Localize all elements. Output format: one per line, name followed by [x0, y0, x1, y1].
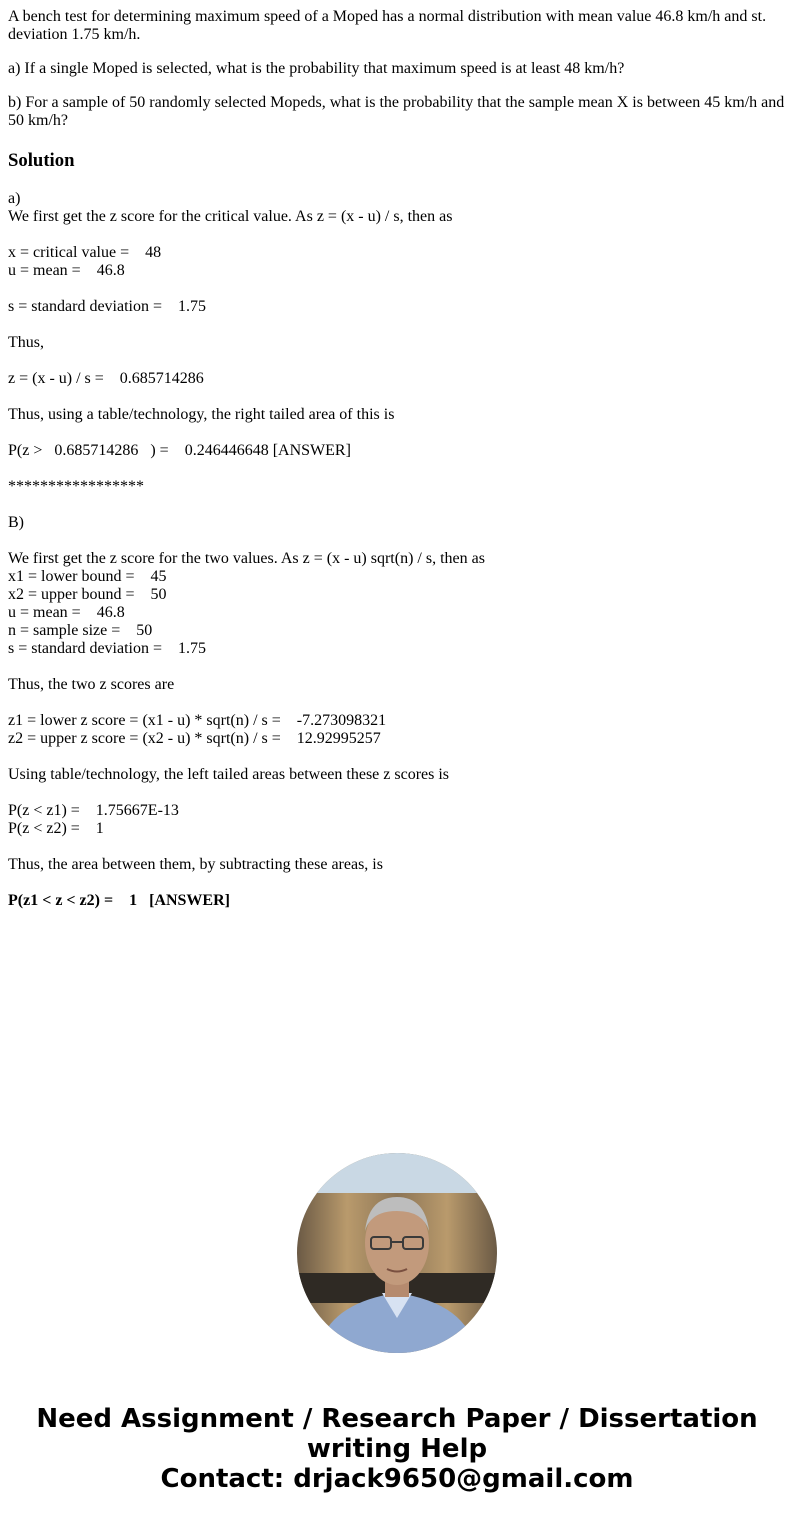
question-part-b: b) For a sample of 50 randomly selected Mopeds, what is the probability that the sample mean X is between 45 km/h and 50 km/h? [8, 94, 789, 129]
footer-contact-line: Contact: drjack9650@gmail.com [160, 1464, 634, 1494]
part-a-z-line: z = (x - u) / s = 0.685714286 [8, 370, 204, 387]
footer-contact [0, 1404, 794, 1494]
solution-heading: Solution [8, 150, 75, 171]
part-b-u-line: u = mean = 46.8 [8, 604, 125, 621]
part-b-left-tail-text: Using table/technology, the left tailed areas between these z scores is [8, 766, 450, 783]
part-b-p1-line: P(z < z1) = 1.75667E-13 [8, 802, 179, 819]
solution-part-a [8, 190, 786, 514]
part-b-intro: We first get the z score for the two values. As z = (x - u) sqrt(n) / s, then as [8, 550, 485, 567]
part-a-u-line: u = mean = 46.8 [8, 262, 125, 279]
author-portrait-image [297, 1153, 497, 1353]
part-b-s-line: s = standard deviation = 1.75 [8, 640, 207, 657]
part-b-n-line: n = sample size = 50 [8, 622, 153, 639]
part-b-x2-line: x2 = upper bound = 50 [8, 586, 167, 603]
part-a-answer: P(z > 0.685714286 ) = 0.246446648 [ANSWER] [8, 442, 351, 459]
part-a-table-text: Thus, using a table/technology, the right tailed area of this is [8, 406, 395, 423]
document-body [8, 8, 789, 910]
part-a-x-line: x = critical value = 48 [8, 244, 162, 261]
part-b-z2-line: z2 = upper z score = (x2 - u) * sqrt(n) / s = 12.92995257 [8, 730, 381, 747]
solution-part-b [8, 514, 786, 910]
part-b-label: B) [8, 514, 24, 531]
part-a-thus: Thus, [8, 334, 44, 351]
part-b-answer: P(z1 < z < z2) = 1 [ANSWER] [8, 892, 230, 909]
question-intro: A bench test for determining maximum speed of a Moped has a normal distribution with mean value 46.8 km/h and st. deviation 1.75 km/h. [8, 8, 771, 43]
separator: ***************** [8, 478, 144, 495]
part-b-area-text: Thus, the area between them, by subtracting these areas, is [8, 856, 383, 873]
part-b-z1-line: z1 = lower z score = (x1 - u) * sqrt(n) / s = -7.273098321 [8, 712, 387, 729]
part-a-s-line: s = standard deviation = 1.75 [8, 298, 207, 315]
part-a-label: a) [8, 190, 21, 207]
footer-line-1: Need Assignment / Research Paper / Dissertation [36, 1404, 758, 1434]
part-b-x1-line: x1 = lower bound = 45 [8, 568, 167, 585]
part-a-intro: We first get the z score for the critical value. As z = (x - u) / s, then as [8, 208, 453, 225]
question-part-a: a) If a single Moped is selected, what is the probability that maximum speed is at least 48 km/h? [8, 60, 625, 77]
author-avatar [297, 1153, 497, 1353]
footer-line-2: writing Help [306, 1434, 488, 1464]
part-b-two-z: Thus, the two z scores are [8, 676, 175, 693]
part-b-p2-line: P(z < z2) = 1 [8, 820, 104, 837]
